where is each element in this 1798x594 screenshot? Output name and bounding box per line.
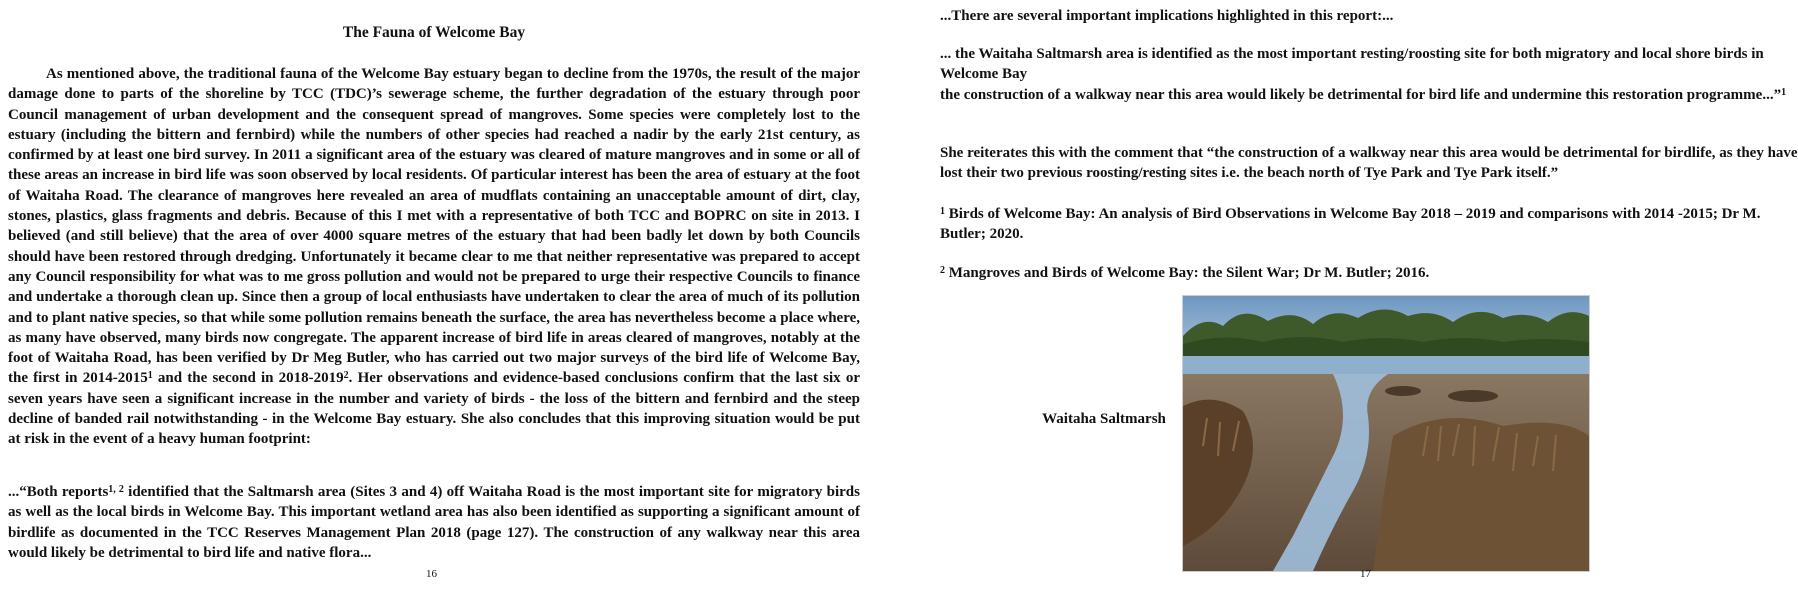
left-page [0,0,868,594]
footnote-2-text: Mangroves and Birds of Welcome Bay: the Silent War; Dr M. Butler; 2016. [945,265,1430,281]
page-number-left: 16 [426,568,437,580]
quote-paragraph [8,482,860,563]
right-page [932,0,1798,594]
footnote-2 [940,263,1798,283]
saltmarsh-photo-image [1183,296,1589,571]
implications-heading: ...There are several important implications highlighted in this report:... [940,8,1394,24]
implication-1: ... the Waitaha Saltmarsh area is identified as the most important resting/roosting site for both migratory and local shore birds in Welcome Bay [940,46,1764,83]
saltmarsh-photo [1182,295,1590,572]
quote-start-text: ...“Both reports [8,484,109,500]
footnote-2-mark: 2 [940,265,945,276]
para1-text: As mentioned above, the traditional fauna of the Welcome Bay estuary began to decline from the 1970s, the result of the major damage done to parts of the shoreline by TCC (TDC)’s sewerage scheme, the further degradation of the estuary through poor Council management of urban development and the consequent spread of mangroves. Some species were completely lost to the estuary (including the bittern and fernbird) while the numbers of other species had reached a nadir by the early 21st century, as confirmed by at least one bird survey. In 2011 a significant area of the estuary was cleared of mature mangroves and in some or all of these areas an increase in bird life was soon observed by local residents. Of particular interest has been the area of estuary at the foot of Waitaha Road. The clearance of mangroves here revealed an area of mudflats containing an unacceptable amount of dirt, clay, stones, plastics, glass fragments and debris. Because of this I met with a representative of both TCC and BOPRC on site in 2013. I believed (and still believe) that the area of over 4000 square metres of the estuary that had been badly let down by both Councils should have been restored through dredging. Unfortunately it became clear to me that neither representative was prepared to accept any Council responsibility for what was to me gross pollution and would not be prepared to urge their respective Councils to finance and undertake a thorough clean up. Since then a group of local enthusiasts have undertaken to clear the area of much of its pollution and to plant native species, so that while some pollution remains beneath the surface, the area has nevertheless become a place where, as many have observed, many birds now congregate. The apparent increase of bird life in areas cleared of mangroves, notably at the foot of Waitaha Road, has been verified by Dr Meg Butler, who has carried out two major surveys of the bird life of Welcome Bay, the first in 2014-2015 [8,66,860,387]
footnote-ref-1: 1 [147,370,153,382]
implication-2: the construction of a walkway near this area would likely be detrimental for bird life and undermine this restoration programme...” [940,86,1782,103]
footnote-1 [940,204,1798,245]
footnote-1-text: Birds of Welcome Bay: An analysis of Bird Observations in Welcome Bay 2018 – 2019 and comparisons with 2014 -2015; Dr M. Butler; 2020. [940,206,1761,243]
para1-mid-text: and the second in 2018-2019 [152,370,344,387]
footnote-ref-both: 1, 2 [108,484,124,495]
page-title: The Fauna of Welcome Bay [342,24,526,41]
photo-caption: Waitaha Saltmarsh [1042,411,1166,427]
para1-end-text: . Her observations and evidence-based conclusions confirm that the last six or seven years have seen a significant increase in the number and variety of birds - the loss of the bittern and fernbird and the steep decline of banded rail notwithstanding - in the Welcome Bay estuary. She also concludes that this improving situation would be put at risk in the event of a heavy human footprint: [8,370,860,448]
footnote-ref-1-right: 1 [1781,86,1787,98]
page-number-right: 17 [1360,568,1371,580]
quote-end-text: identified that the Saltmarsh area (Sites 3 and 4) off Waitaha Road is the most important site for migratory birds as well as the local birds in Welcome Bay. This important wetland area has also been identified as supporting a significant amount of birdlife as documented in the TCC Reserves Management Plan 2018 (page 127). The construction of any walkway near this area would likely be detrimental to bird life and native flora... [8,484,860,561]
body-paragraph-1 [8,64,860,450]
implications-text [940,44,1798,105]
footnote-1-mark: 1 [940,206,945,217]
reiteration-paragraph: She reiterates this with the comment that “the construction of a walkway near this area would be detrimental for birdlife, as they have lost their two previous roosting/resting sites i.e. the beach north of Tye Park and Tye Park itself.” [940,145,1798,182]
footnote-ref-2: 2 [343,370,349,382]
